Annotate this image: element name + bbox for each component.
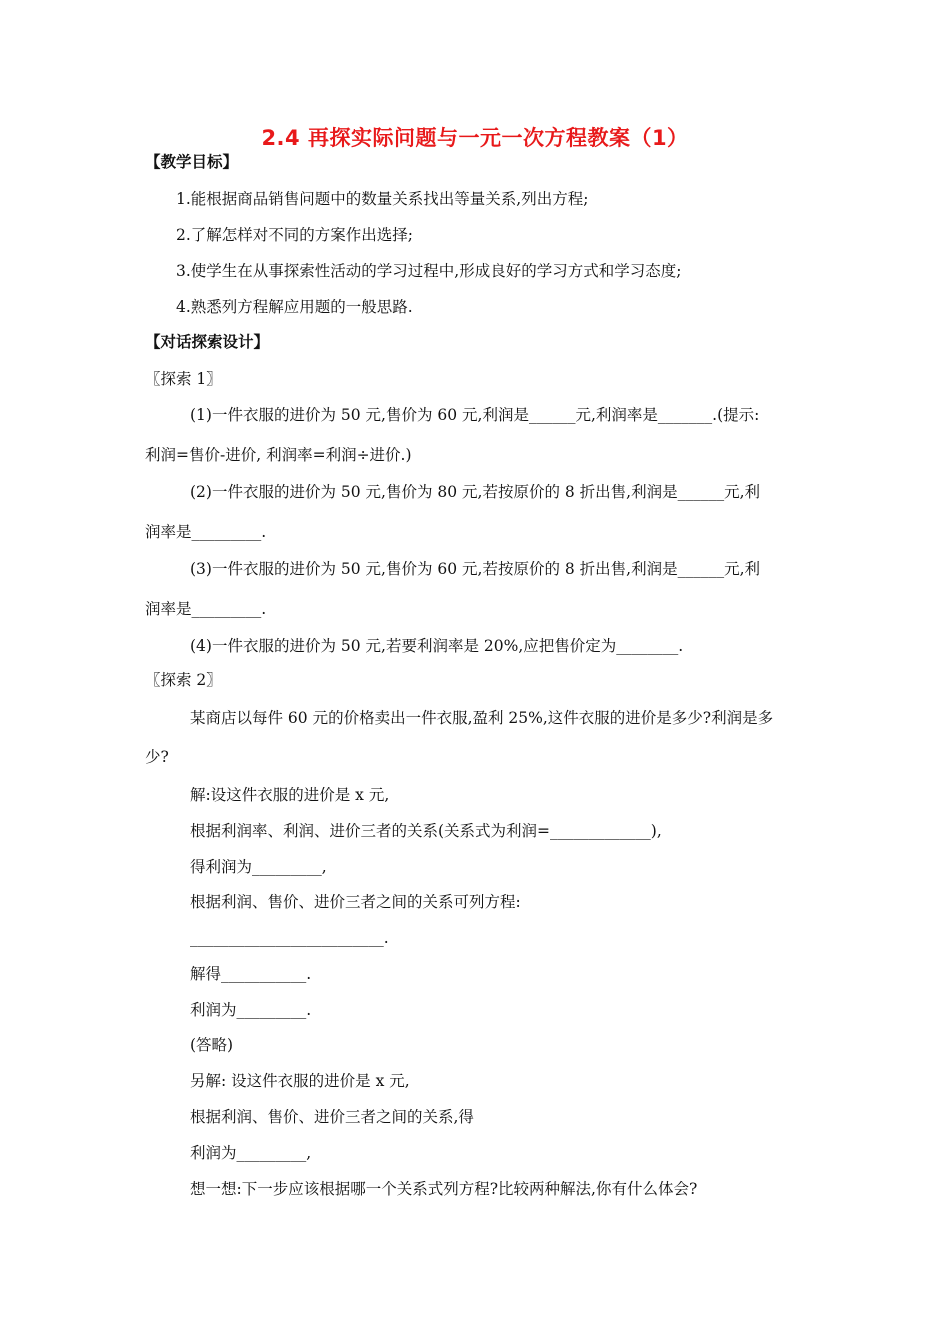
explore2-line: 根据利润率、利润、进价三者的关系(关系式为利润=_____________),	[190, 822, 662, 840]
explore1-line: 利润=售价-进价, 利润率=利润÷进价.)	[145, 446, 412, 464]
explore1-label: 〖探索 1〗	[145, 370, 222, 388]
explore1-line: (4)一件衣服的进价为 50 元,若要利润率是 20%,应把售价定为________.	[190, 637, 684, 655]
explore2-line: _________________________.	[190, 929, 389, 947]
objective-item-4: 4.熟悉列方程解应用题的一般思路.	[176, 298, 413, 316]
explore2-line: 得利润为_________,	[190, 858, 327, 876]
explore2-line: 另解: 设这件衣服的进价是 x 元,	[190, 1072, 410, 1090]
explore2-line: 解:设这件衣服的进价是 x 元,	[190, 786, 390, 804]
explore2-problem: 少?	[145, 748, 169, 766]
objective-item-3: 3.使学生在从事探索性活动的学习过程中,形成良好的学习方式和学习态度;	[176, 262, 682, 280]
explore2-line: 解得___________.	[190, 965, 312, 983]
explore1-line: (3)一件衣服的进价为 50 元,售价为 60 元,若按原价的 8 折出售,利润是______元,利	[190, 560, 761, 578]
objective-item-2: 2.了解怎样对不同的方案作出选择;	[176, 226, 414, 244]
explore2-line: 想一想:下一步应该根据哪一个关系式列方程?比较两种解法,你有什么体会?	[190, 1180, 698, 1198]
explore1-line: 润率是_________.	[145, 600, 267, 618]
explore2-problem: 某商店以每件 60 元的价格卖出一件衣服,盈利 25%,这件衣服的进价是多少?利润是多	[190, 709, 774, 727]
objectives-heading: 【教学目标】	[145, 153, 239, 171]
explore2-label: 〖探索 2〗	[145, 671, 222, 689]
objective-item-1: 1.能根据商品销售问题中的数量关系找出等量关系,列出方程;	[176, 190, 589, 208]
explore2-line: (答略)	[190, 1036, 234, 1054]
document-title: 2.4 再探实际问题与一元一次方程教案（1）	[261, 126, 689, 150]
explore1-line: (2)一件衣服的进价为 50 元,售价为 80 元,若按原价的 8 折出售,利润是______元,利	[190, 483, 761, 501]
explore1-line: (1)一件衣服的进价为 50 元,售价为 60 元,利润是______元,利润率是_______.(提示:	[190, 406, 760, 424]
explore1-line: 润率是_________.	[145, 523, 267, 541]
explore2-line: 根据利润、售价、进价三者之间的关系可列方程:	[190, 893, 521, 911]
explore2-line: 利润为_________,	[190, 1144, 312, 1162]
explore2-line: 根据利润、售价、进价三者之间的关系,得	[190, 1108, 474, 1126]
design-heading: 【对话探索设计】	[145, 333, 270, 351]
explore2-line: 利润为_________.	[190, 1001, 312, 1019]
